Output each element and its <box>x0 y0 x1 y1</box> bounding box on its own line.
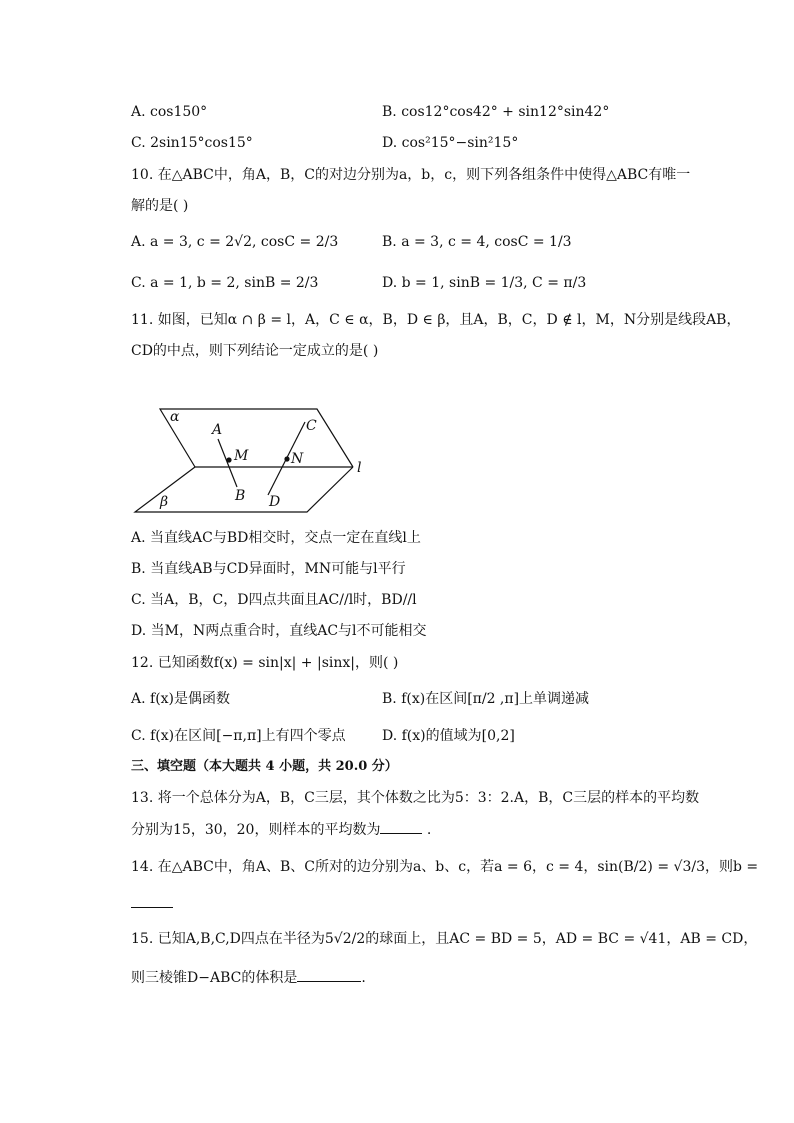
q14-line1: 14. 在△ABC中，角A、B、C所对的边分别为a、b、c，若a = 6，c = 4，sin(B/2) = √3/3，则b = <box>131 859 759 875</box>
q15-line1: 15. 已知A,B,C,D四点在半径为5√2/2的球面上，且AC = BD = 5，AD = BC = √41，AB = CD， <box>131 931 758 947</box>
q13-line2 <box>131 819 431 840</box>
label-m: M <box>234 448 249 464</box>
label-l: l <box>357 460 362 476</box>
point-m <box>226 457 231 462</box>
q11-option-b: B. 当直线AB与CD异面时，MN可能与l平行 <box>131 561 406 577</box>
q12-option-a: A. f(x)是偶函数 <box>131 691 231 707</box>
label-a: A <box>212 422 223 438</box>
q12-option-b: B. f(x)在区间[π/2 ,π]上单调递减 <box>382 691 590 707</box>
q12-option-d: D. f(x)的值域为[0,2] <box>382 728 515 744</box>
label-n: N <box>291 451 304 467</box>
q9-option-c: C. 2sin15°cos15° <box>131 135 253 151</box>
section-fill-in-header: 三、填空题（本大题共 4 小题，共 20.0 分） <box>131 759 398 774</box>
label-c: C <box>306 418 317 434</box>
q15-text: 则三棱锥D−ABC的体积是 <box>131 970 298 986</box>
q9-option-b: B. cos12°cos42° + sin12°sin42° <box>382 104 610 120</box>
q10-option-d: D. b = 1, sinB = 1/3, C = π/3 <box>382 275 587 291</box>
label-alpha: α <box>170 409 180 425</box>
q13-period: . <box>422 822 432 838</box>
point-n <box>284 456 289 461</box>
q9-option-d: D. cos²15°−sin²15° <box>382 135 519 151</box>
q15-answer-blank[interactable] <box>297 967 361 982</box>
label-b: B <box>235 488 246 504</box>
q11-stem-line2: CD的中点，则下列结论一定成立的是( ) <box>131 343 379 359</box>
q10-stem-line2: 解的是( ) <box>131 198 189 214</box>
q15-line2 <box>131 967 366 988</box>
q11-stem-line1: 11. 如图，已知α ∩ β = l，A，C ∈ α，B，D ∈ β，且A，B，C，D ∉ l，M，N分别是线段AB， <box>131 312 741 328</box>
q14-line2 <box>131 893 173 914</box>
plane-alpha-outline <box>160 409 353 467</box>
q10-option-a: A. a = 3, c = 2√2, cosC = 2/3 <box>131 234 339 250</box>
q11-option-d: D. 当M，N两点重合时，直线AC与l不可能相交 <box>131 623 427 639</box>
q10-stem-line1: 10. 在△ABC中，角A，B，C的对边分别为a，b，c，则下列各组条件中使得△ABC有唯一 <box>131 167 691 183</box>
q13-answer-blank[interactable] <box>380 819 422 834</box>
planes-figure <box>133 404 373 516</box>
label-beta: β <box>160 494 169 510</box>
q13-text: 分别为15，30，20，则样本的平均数为 <box>131 822 381 838</box>
q13-line1: 13. 将一个总体分为A，B，C三层，其个体数之比为5：3：2.A，B，C三层的样本的平均数 <box>131 790 700 806</box>
label-d: D <box>269 494 281 510</box>
q10-option-c: C. a = 1, b = 2, sinB = 2/3 <box>131 275 319 291</box>
q10-option-b: B. a = 3, c = 4, cosC = 1/3 <box>382 234 572 250</box>
q11-option-a: A. 当直线AC与BD相交时，交点一定在直线l上 <box>131 530 421 546</box>
q14-answer-blank[interactable] <box>131 893 173 908</box>
q11-option-c: C. 当A，B，C，D四点共面且AC//l时，BD//l <box>131 592 417 608</box>
q9-option-a: A. cos150° <box>131 104 208 120</box>
q12-stem: 12. 已知函数f(x) = sin|x| + |sinx|，则( ) <box>131 655 399 671</box>
q12-option-c: C. f(x)在区间[−π,π]上有四个零点 <box>131 728 346 744</box>
q15-period: . <box>361 970 366 986</box>
